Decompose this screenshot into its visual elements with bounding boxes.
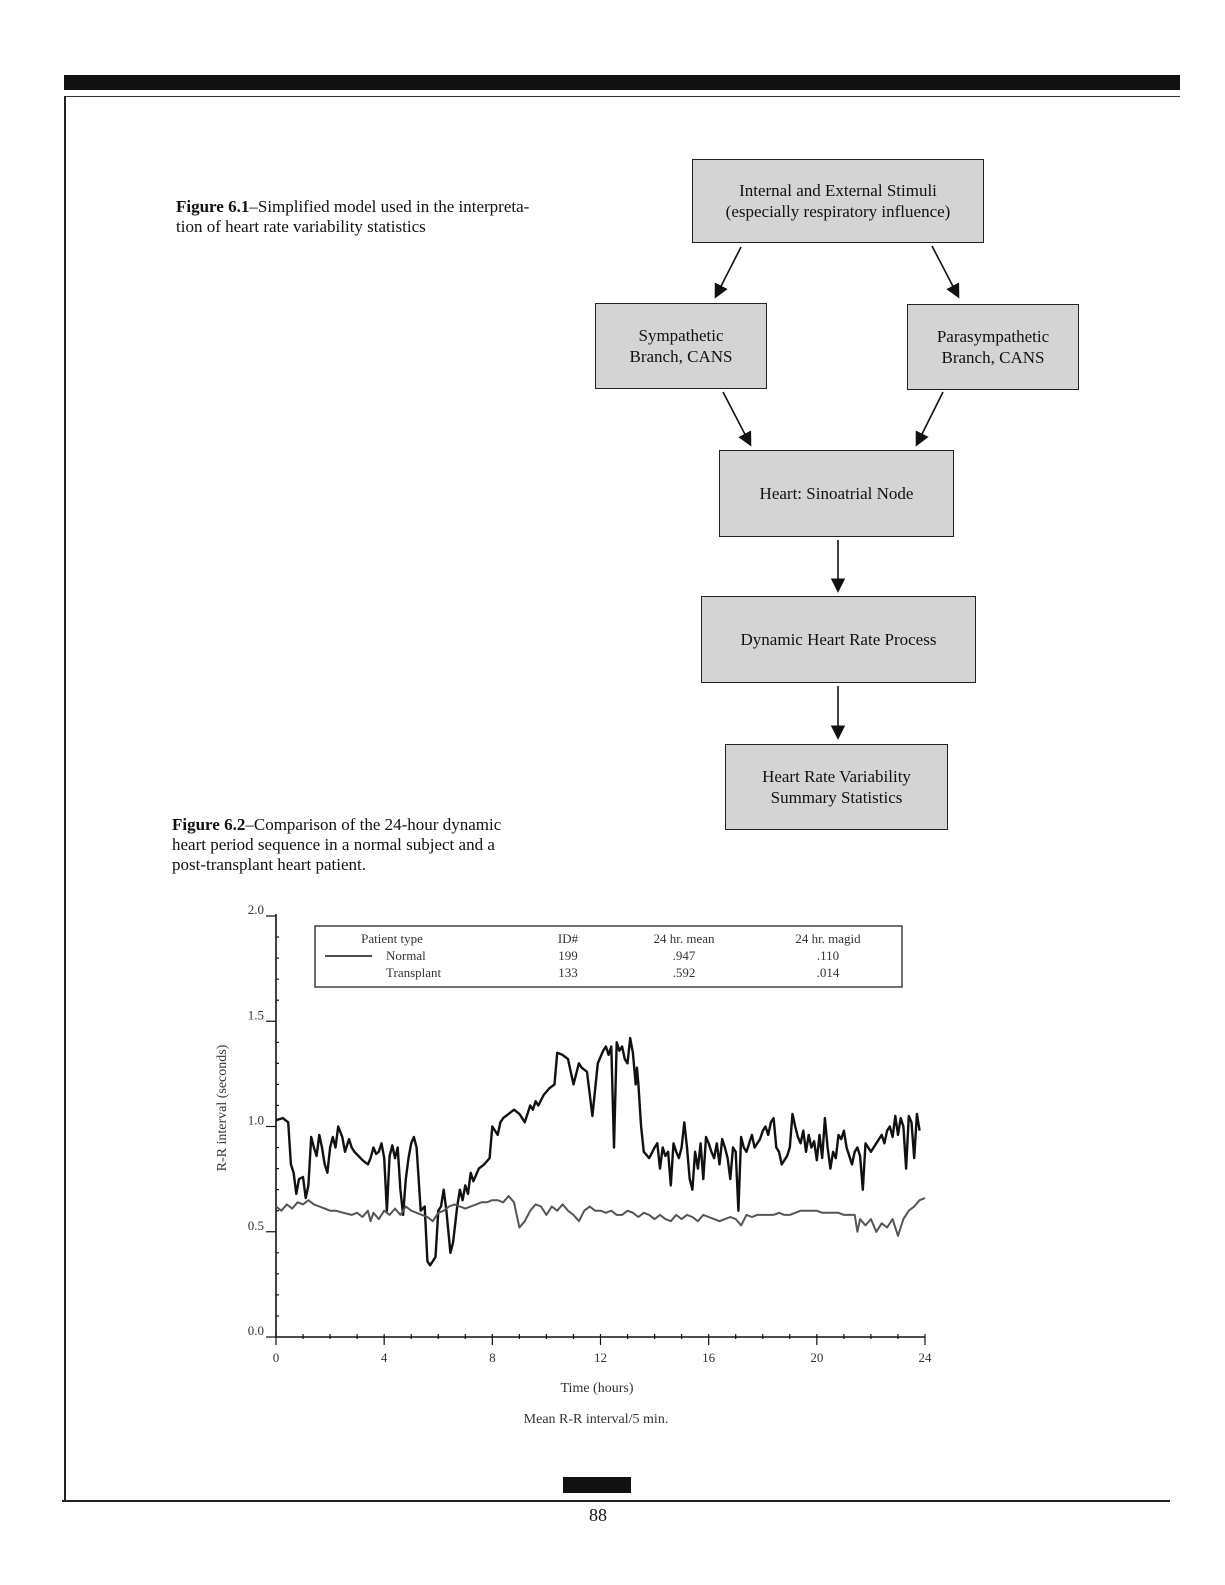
x-tick-label: 24 xyxy=(918,1350,932,1365)
figure-6-1-label: Figure 6.1 xyxy=(176,197,250,216)
box-stimuli-text: Internal and External Stimuli (especially respiratory influence) xyxy=(725,181,951,221)
chart-footnote: Mean R-R interval/5 min. xyxy=(523,1412,669,1427)
legend-cell: 133 xyxy=(558,965,578,980)
x-tick-label: 16 xyxy=(702,1350,716,1365)
x-axis-label: Time (hours) xyxy=(560,1381,634,1396)
box-dynamic-text: Dynamic Heart Rate Process xyxy=(740,630,937,649)
y-tick-label: 1.0 xyxy=(247,1112,264,1128)
x-tick-label: 0 xyxy=(272,1350,280,1365)
series-line-transplant xyxy=(276,1196,925,1236)
x-tick-label: 20 xyxy=(810,1350,824,1365)
y-tick-label: 2.0 xyxy=(247,902,264,917)
y-tick-label: 1.5 xyxy=(247,1007,264,1023)
legend-cell: .592 xyxy=(672,965,696,980)
box-sympathetic-text: Sympathetic Branch, CANS xyxy=(629,326,733,366)
series-layer xyxy=(276,1038,925,1265)
box-heart-text: Heart: Sinoatrial Node xyxy=(759,484,914,503)
legend-header: 24 hr. magid xyxy=(795,931,861,946)
legend-cell: .014 xyxy=(816,965,840,980)
figure-6-1-caption-text: –Simplified model used in the interpreta- tion of heart rate variability statistics xyxy=(176,197,530,236)
figure-6-2-caption-text: –Comparison of the 24-hour dynamic heart period sequence in a normal subject and a post-transplant heart patient. xyxy=(172,815,502,874)
box-hrv-text: Heart Rate Variability Summary Statistics xyxy=(762,767,911,807)
y-tick-label: 0.0 xyxy=(247,1323,264,1338)
x-tick-label: 8 xyxy=(489,1350,496,1365)
x-tick-label: 4 xyxy=(380,1350,388,1365)
figure-6-2-label: Figure 6.2 xyxy=(172,815,246,834)
box-parasympathetic-text: Parasympathetic Branch, CANS xyxy=(936,327,1050,367)
legend-cell: Transplant xyxy=(386,965,442,980)
legend-header: 24 hr. mean xyxy=(653,931,715,946)
y-tick-label: 0.5 xyxy=(247,1217,264,1233)
series-line-normal xyxy=(276,1038,920,1265)
legend-cell: 199 xyxy=(558,948,578,963)
legend-cell: Normal xyxy=(386,948,426,963)
legend-header: ID# xyxy=(557,931,579,946)
x-tick-label: 12 xyxy=(594,1350,607,1365)
page-tab-marker xyxy=(563,1477,631,1493)
y-axis-label: R-R interval (seconds) xyxy=(215,1044,230,1172)
legend-header: Patient type xyxy=(361,931,423,946)
legend-table xyxy=(315,926,902,987)
page-number: 88 xyxy=(589,1505,607,1525)
legend-cell: .947 xyxy=(672,948,696,963)
legend-cell: .110 xyxy=(816,948,840,963)
bottom-rule xyxy=(62,1500,1170,1502)
